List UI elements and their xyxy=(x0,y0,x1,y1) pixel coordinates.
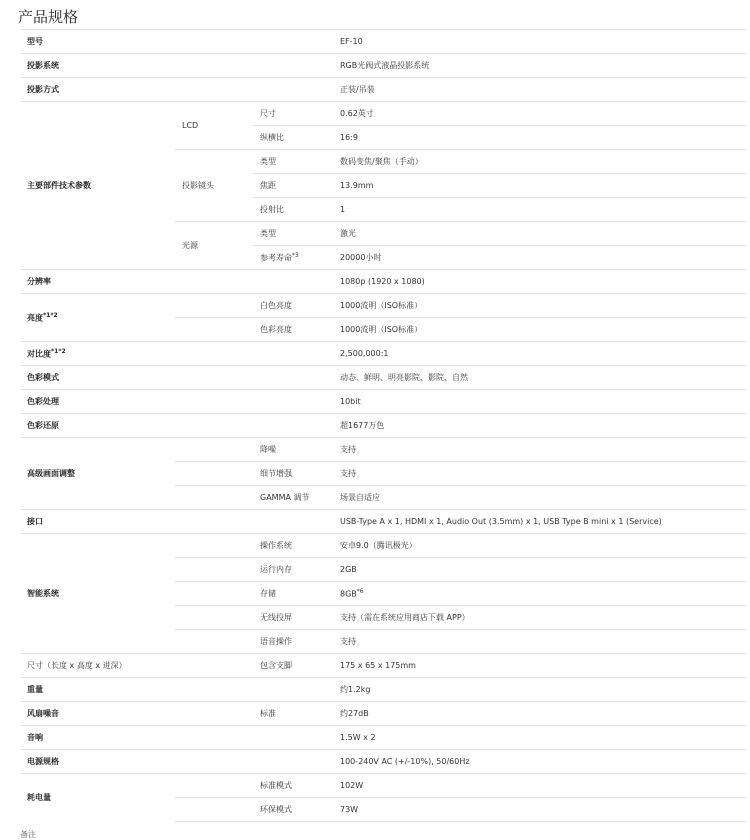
cell-text: 支持 xyxy=(340,469,356,478)
cell-text: 超1677万色 xyxy=(340,421,385,430)
table-cell xyxy=(175,486,253,510)
cell-text: 存储 xyxy=(260,589,276,598)
cell-text: 73W xyxy=(340,805,359,814)
cell-text: 安卓9.0（腾讯极光） xyxy=(340,541,417,550)
cell-text: 环保模式 xyxy=(260,805,292,814)
table-cell xyxy=(333,558,746,582)
table-cell xyxy=(20,678,175,702)
cell-text: 正装/吊装 xyxy=(340,85,375,94)
table-row xyxy=(20,366,746,390)
table-cell xyxy=(333,582,746,606)
table-row xyxy=(20,534,746,558)
cell-text: 细节增强 xyxy=(260,469,292,478)
table-cell xyxy=(175,342,253,366)
table-cell xyxy=(175,318,253,342)
cell-text: 色彩亮度 xyxy=(260,325,292,334)
table-cell xyxy=(333,462,746,486)
table-cell xyxy=(175,630,253,654)
table-cell xyxy=(333,726,746,750)
table-cell xyxy=(175,582,253,606)
table-cell xyxy=(253,606,333,630)
cell-text: 175 x 65 x 175mm xyxy=(340,661,416,670)
cell-text: 2,500,000:1 xyxy=(340,349,389,358)
table-cell xyxy=(175,774,253,798)
table-cell xyxy=(175,678,253,702)
cell-text: 无线投屏 xyxy=(260,613,292,622)
table-cell xyxy=(253,534,333,558)
cell-text: LCD xyxy=(182,121,199,130)
table-cell xyxy=(333,438,746,462)
cell-text: 1.5W x 2 xyxy=(340,733,376,742)
table-cell xyxy=(333,78,746,102)
table-cell xyxy=(333,294,746,318)
table-cell xyxy=(253,750,333,774)
cell-text: 型号 xyxy=(27,37,43,46)
table-cell xyxy=(253,654,333,678)
page-title: 产品规格 xyxy=(18,8,79,26)
table-cell xyxy=(333,510,746,534)
table-cell xyxy=(333,678,746,702)
table-cell xyxy=(333,54,746,78)
table-cell xyxy=(175,534,253,558)
table-cell xyxy=(333,174,746,198)
cell-text: 20000小时 xyxy=(340,253,382,262)
table-row xyxy=(20,78,746,102)
table-cell xyxy=(175,54,253,78)
footnote: 备注 xyxy=(20,830,36,839)
table-cell xyxy=(333,654,746,678)
table-row xyxy=(20,702,746,726)
cell-text: 耗电量 xyxy=(27,793,51,803)
cell-text: 尺寸 xyxy=(260,109,276,118)
table-cell xyxy=(20,102,175,270)
table-cell xyxy=(333,126,746,150)
cell-text: 激光 xyxy=(340,229,356,238)
cell-text: 8GB xyxy=(340,589,357,599)
table-cell xyxy=(20,78,175,102)
cell-text: GAMMA 调节 xyxy=(260,493,310,502)
footnote-mark: *1*2 xyxy=(51,347,66,355)
table-cell xyxy=(175,606,253,630)
table-row xyxy=(20,414,746,438)
table-cell xyxy=(333,318,746,342)
table-cell xyxy=(20,726,175,750)
table-cell xyxy=(20,390,175,414)
table-cell xyxy=(175,102,253,150)
table-row xyxy=(20,678,746,702)
table-cell xyxy=(175,366,253,390)
table-cell xyxy=(333,606,746,630)
table-cell xyxy=(175,150,253,222)
table-cell xyxy=(175,270,253,294)
table-cell xyxy=(175,702,253,726)
spec-table xyxy=(20,29,746,822)
cell-text: 标准 xyxy=(260,709,276,718)
table-cell xyxy=(253,414,333,438)
table-cell xyxy=(253,222,333,246)
cell-text: 支持（需在系统应用商店下载 APP） xyxy=(340,613,470,622)
table-cell xyxy=(333,750,746,774)
cell-text: 分辨率 xyxy=(27,277,51,286)
cell-text: 约1.2kg xyxy=(340,685,371,694)
table-cell xyxy=(175,30,253,54)
cell-text: 色彩处理 xyxy=(27,397,59,406)
table-cell xyxy=(333,270,746,294)
table-cell xyxy=(253,366,333,390)
table-row xyxy=(20,294,746,318)
table-row xyxy=(20,438,746,462)
table-cell xyxy=(175,798,253,822)
table-cell xyxy=(20,750,175,774)
table-cell xyxy=(253,438,333,462)
cell-text: 支持 xyxy=(340,637,356,646)
table-row xyxy=(20,342,746,366)
table-cell xyxy=(175,462,253,486)
table-cell xyxy=(20,30,175,54)
table-cell xyxy=(333,150,746,174)
table-row xyxy=(20,270,746,294)
table-cell xyxy=(253,174,333,198)
table-cell xyxy=(253,726,333,750)
cell-text: EF-10 xyxy=(340,37,363,46)
cell-text: 重量 xyxy=(27,685,43,694)
cell-text: 数码变焦/聚焦（手动） xyxy=(340,157,423,166)
table-cell xyxy=(253,678,333,702)
cell-text: 降噪 xyxy=(260,445,276,454)
cell-text: 语音操作 xyxy=(260,637,292,646)
table-cell xyxy=(20,702,175,726)
table-cell xyxy=(253,270,333,294)
cell-text: 电源规格 xyxy=(27,757,59,766)
cell-text: 1080p (1920 x 1080) xyxy=(340,277,425,286)
footnote-mark: *6 xyxy=(356,588,364,596)
table-row xyxy=(20,30,746,54)
cell-text: 场景自适应 xyxy=(340,493,380,502)
table-cell xyxy=(253,246,333,270)
table-cell xyxy=(253,702,333,726)
cell-text: 光源 xyxy=(182,241,198,250)
table-cell xyxy=(253,342,333,366)
table-cell xyxy=(20,342,175,366)
table-row xyxy=(20,54,746,78)
table-cell xyxy=(175,390,253,414)
table-cell xyxy=(20,534,175,654)
table-row xyxy=(20,390,746,414)
cell-text: 纵横比 xyxy=(260,133,284,142)
table-cell xyxy=(333,222,746,246)
cell-text: 尺寸（长度 x 高度 x 进深） xyxy=(27,661,127,670)
cell-text: 参考寿命 xyxy=(260,253,292,263)
table-cell xyxy=(253,126,333,150)
table-cell xyxy=(253,774,333,798)
cell-text: 操作系统 xyxy=(260,541,292,550)
cell-text: 白色亮度 xyxy=(260,301,292,310)
cell-text: 约27dB xyxy=(340,709,369,718)
cell-text: 主要部件技术参数 xyxy=(27,181,91,190)
cell-text: 支持 xyxy=(340,445,356,454)
cell-text: USB-Type A x 1, HDMI x 1, Audio Out (3.5mm) x 1, USB Type B mini x 1 (Service) xyxy=(340,517,662,526)
table-cell xyxy=(253,294,333,318)
table-cell xyxy=(333,246,746,270)
table-cell xyxy=(20,270,175,294)
table-row xyxy=(20,102,746,126)
cell-text: 包含支脚 xyxy=(260,661,292,670)
table-cell xyxy=(253,630,333,654)
table-cell xyxy=(333,390,746,414)
table-cell xyxy=(253,30,333,54)
cell-text: 10bit xyxy=(340,397,361,406)
table-cell xyxy=(20,510,175,534)
cell-text: 类型 xyxy=(260,157,276,166)
cell-text: 亮度 xyxy=(27,313,43,323)
cell-text: 投影方式 xyxy=(27,85,59,94)
table-cell xyxy=(20,54,175,78)
cell-text: 16:9 xyxy=(340,133,358,142)
cell-text: 投影镜头 xyxy=(182,181,214,190)
table-row xyxy=(20,510,746,534)
table-cell xyxy=(175,654,253,678)
cell-text: 焦距 xyxy=(260,181,276,190)
table-cell xyxy=(333,486,746,510)
table-cell xyxy=(333,702,746,726)
table-row xyxy=(20,726,746,750)
cell-text: 运行内存 xyxy=(260,565,292,574)
cell-text: 接口 xyxy=(27,517,43,526)
footnote-mark: *3 xyxy=(292,251,299,259)
cell-text: 2GB xyxy=(340,565,357,574)
cell-text: 类型 xyxy=(260,229,276,238)
table-cell xyxy=(333,342,746,366)
table-cell xyxy=(253,582,333,606)
cell-text: 动态、鲜明、明亮影院、影院、自然 xyxy=(340,373,468,382)
table-cell xyxy=(175,222,253,270)
table-cell xyxy=(20,366,175,390)
table-cell xyxy=(333,366,746,390)
cell-text: 色彩模式 xyxy=(27,373,59,382)
table-row xyxy=(20,654,746,678)
cell-text: 13.9mm xyxy=(340,181,374,190)
cell-text: 音响 xyxy=(27,733,43,742)
table-cell xyxy=(333,774,746,798)
cell-text: 风扇噪音 xyxy=(27,709,59,718)
table-cell xyxy=(175,438,253,462)
table-cell xyxy=(20,438,175,510)
cell-text: 1000流明（ISO标准） xyxy=(340,325,423,334)
cell-text: 102W xyxy=(340,781,364,790)
table-cell xyxy=(333,30,746,54)
cell-text: 标准模式 xyxy=(260,781,292,790)
table-cell xyxy=(333,630,746,654)
table-cell xyxy=(175,558,253,582)
cell-text: 对比度 xyxy=(27,349,51,359)
table-cell xyxy=(253,510,333,534)
table-cell xyxy=(175,294,253,318)
table-cell xyxy=(333,414,746,438)
table-cell xyxy=(20,414,175,438)
table-cell xyxy=(253,486,333,510)
table-cell xyxy=(253,558,333,582)
cell-text: 色彩还原 xyxy=(27,421,59,430)
table-cell xyxy=(333,102,746,126)
table-cell xyxy=(175,78,253,102)
table-cell xyxy=(253,390,333,414)
table-cell xyxy=(253,150,333,174)
table-cell xyxy=(253,54,333,78)
cell-text: 0.62英寸 xyxy=(340,109,374,118)
table-cell xyxy=(175,510,253,534)
table-cell xyxy=(175,726,253,750)
table-cell xyxy=(333,534,746,558)
cell-text: RGB光阀式液晶投影系统 xyxy=(340,61,430,70)
table-cell xyxy=(333,798,746,822)
table-row xyxy=(20,750,746,774)
cell-text: 100-240V AC (+/-10%), 50/60Hz xyxy=(340,757,470,766)
table-cell xyxy=(20,294,175,342)
cell-text: 1 xyxy=(340,205,346,214)
table-cell xyxy=(333,198,746,222)
cell-text: 智能系统 xyxy=(27,589,59,598)
table-cell xyxy=(253,462,333,486)
table-cell xyxy=(20,654,175,678)
table-cell xyxy=(253,798,333,822)
table-cell xyxy=(253,198,333,222)
table-row xyxy=(20,774,746,798)
table-cell xyxy=(175,750,253,774)
table-cell xyxy=(253,78,333,102)
cell-text: 高级画面调整 xyxy=(27,469,75,478)
table-cell xyxy=(253,102,333,126)
table-cell xyxy=(175,414,253,438)
cell-text: 投影系统 xyxy=(27,61,59,70)
table-cell xyxy=(20,774,175,822)
footnote-mark: *1*2 xyxy=(43,311,58,319)
cell-text: 1000流明（ISO标准） xyxy=(340,301,423,310)
cell-text: 投射比 xyxy=(260,205,284,214)
table-cell xyxy=(253,318,333,342)
